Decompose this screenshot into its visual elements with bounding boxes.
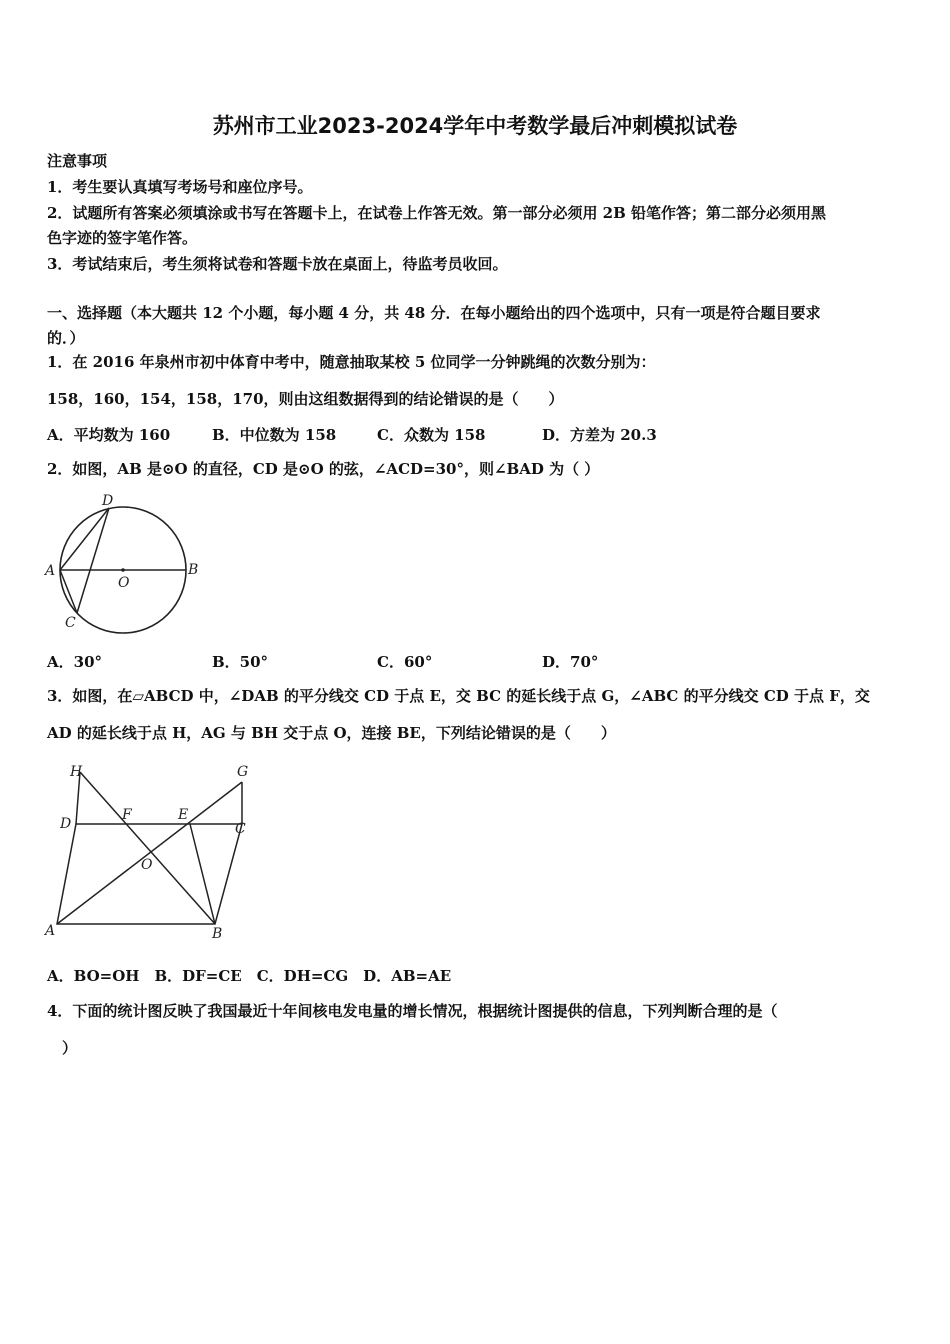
- page-title: 苏州市工业2023-2024学年中考数学最后冲刺模拟试卷: [212, 114, 738, 138]
- label-a: A: [45, 563, 56, 579]
- label-c: C: [235, 821, 246, 837]
- notice-heading: 注意事项: [47, 152, 108, 170]
- q3-stem: 3．如图，在▱ABCD 中，∠DAB 的平分线交 CD 于点 E，交 BC 的延长线于点 G，∠ABC 的平分线交 CD 于点 F，交: [47, 687, 870, 705]
- q4-stem-cont: ）: [62, 1039, 78, 1057]
- q2-circle-figure: [40, 490, 210, 640]
- q1-option-c: C．众数为 158: [377, 426, 486, 444]
- label-d: D: [60, 816, 72, 832]
- parallelogram-abcd: [57, 824, 242, 924]
- q2-stem: 2．如图，AB 是⊙O 的直径，CD 是⊙O 的弦，∠ACD=30°，则∠BAD 为（ ）: [47, 460, 600, 478]
- q3-parallelogram-figure: [40, 758, 270, 948]
- q1-stem: 1．在 2016 年泉州市初中体育中考中，随意抽取某校 5 位同学一分钟跳绳的次数分别为：: [47, 353, 656, 371]
- notice-item-3: 3．考试结束后，考生须将试卷和答题卡放在桌面上，待监考员收回。: [47, 255, 508, 273]
- center-point: [121, 568, 125, 572]
- q2-option-d: D．70°: [542, 653, 599, 671]
- q2-option-a: A．30°: [47, 653, 103, 671]
- label-h: H: [70, 764, 83, 780]
- q2-option-c: C．60°: [377, 653, 433, 671]
- label-d: D: [102, 493, 114, 509]
- notice-item-2: 2．试题所有答案必须填涂或书写在答题卡上，在试卷上作答无效。第一部分必须用 2B 铅笔作答；第二部分必须用黑: [47, 204, 827, 222]
- chord-cd: [77, 508, 109, 613]
- q3-options: A．BO=OH B．DF=CE C．DH=CG D．AB=AE: [47, 967, 452, 985]
- q2-option-b: B．50°: [212, 653, 269, 671]
- label-g: G: [237, 764, 249, 780]
- section-heading: 一、选择题（本大题共 12 个小题，每小题 4 分，共 48 分．在每小题给出的四个选项中，只有一项是符合题目要求: [47, 304, 821, 322]
- label-f: F: [122, 807, 132, 823]
- q4-stem: 4．下面的统计图反映了我国最近十年间核电发电量的增长情况，根据统计图提供的信息，下列判断合理的是（: [47, 1002, 778, 1020]
- label-b: B: [188, 562, 199, 578]
- q3-stem-cont: AD 的延长线于点 H，AG 与 BH 交于点 O，连接 BE，下列结论错误的是（ ）: [47, 724, 616, 742]
- line-ag: [57, 782, 242, 924]
- notice-item-1: 1．考生要认真填写考场号和座位序号。: [47, 178, 313, 196]
- chord-ac: [60, 570, 77, 613]
- section-heading-cont: 的．）: [47, 329, 85, 347]
- q1-stem-cont: 158，160，154，158，170，则由这组数据得到的结论错误的是（ ）: [47, 390, 564, 408]
- label-a: A: [45, 923, 56, 939]
- notice-item-2-cont: 色字迹的签字笔作答。: [47, 229, 198, 247]
- label-e: E: [178, 807, 189, 823]
- label-o: O: [118, 575, 130, 591]
- q1-option-a: A．平均数为 160: [47, 426, 171, 444]
- q1-option-d: D．方差为 20.3: [542, 426, 657, 444]
- q1-option-b: B．中位数为 158: [212, 426, 337, 444]
- line-bh: [80, 772, 215, 924]
- label-c: C: [65, 615, 76, 631]
- label-b: B: [212, 926, 223, 942]
- label-o: O: [141, 857, 153, 873]
